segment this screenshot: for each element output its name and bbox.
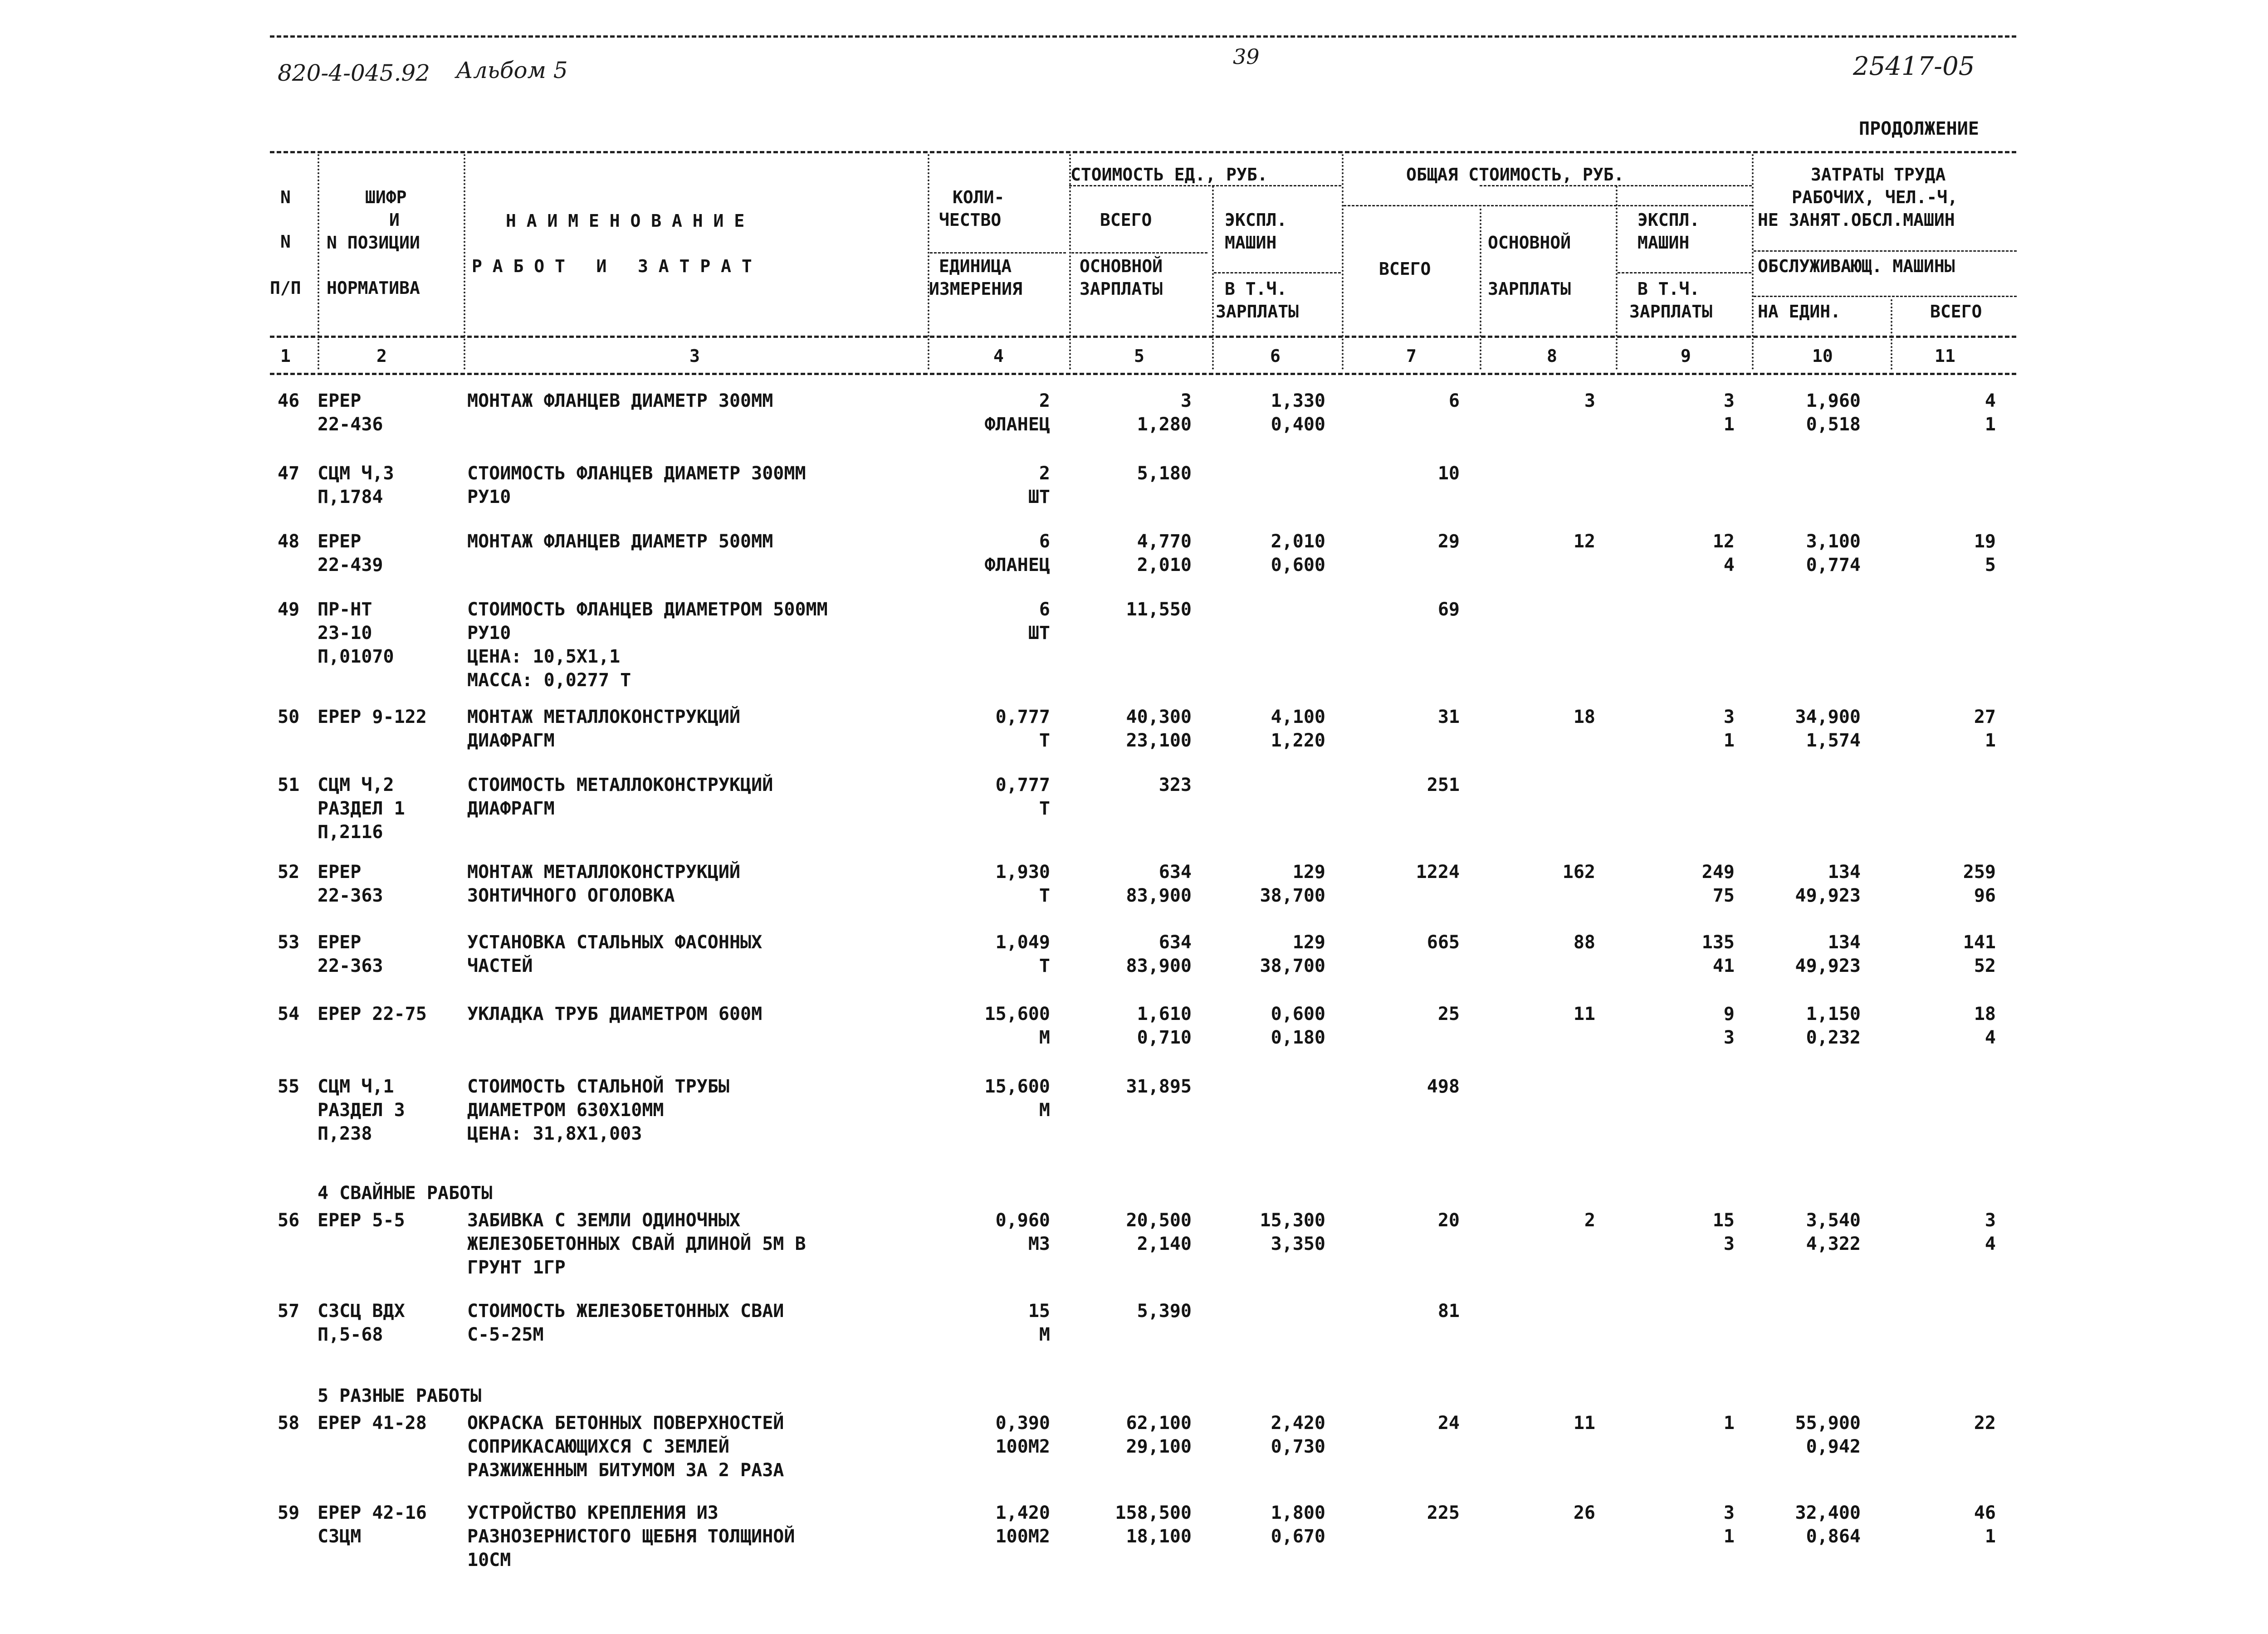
row-machine-cost: 3 1 [1723,390,1735,435]
row-machine-cost: 12 4 [1712,531,1735,576]
row-description: МОНТАЖ МЕТАЛЛОКОНСТРУКЦИЙ ДИАФРАГМ [467,707,741,751]
row-labor-per-unit: 1,150 0,232 [1806,1004,1861,1048]
col10-header-unit: НА ЕДИН. [1758,302,1841,322]
col4-header-qty: КОЛИ- [953,187,1005,207]
row-code: ЕРЕР 42-16 СЗЦМ [318,1502,427,1547]
col2-header-position: N ПОЗИЦИИ [327,233,420,253]
row-total-cost: 24 [1437,1413,1460,1434]
header-bottom-rule [270,336,2016,338]
row-description: МОНТАЖ ФЛАНЦЕВ ДИАМЕТР 300ММ [467,390,773,411]
row-total-cost: 251 [1427,775,1460,795]
row-base-wage: 11 [1573,1413,1595,1434]
row-labor-total: 27 1 [1974,707,1996,751]
row-description: ЗАБИВКА С ЗЕМЛИ ОДИНОЧНЫХ ЖЕЛЕЗОБЕТОННЫХ СВАЙ ДЛИНОЙ 5М В ГРУНТ 1ГР [467,1210,806,1278]
row-code: ЕРЕР 41-28 [318,1413,427,1434]
col8-header-base: ОСНОВНОЙ [1488,233,1571,253]
row-code: ЕРЕР 22-363 [318,932,383,976]
header-sub-rule [1069,185,1341,186]
row-description: УКЛАДКА ТРУБ ДИАМЕТРОМ 600М [467,1004,763,1024]
row-unit-cost-machines: 1,330 0,400 [1271,390,1325,435]
col5-header-base: ОСНОВНОЙ [1080,256,1163,276]
row-number: 48 [278,531,300,552]
row-total-cost: 1224 [1416,862,1460,883]
row-quantity: 1,420 100М2 [995,1502,1050,1547]
row-unit-cost-total: 323 [1158,775,1192,795]
col3-header-name: Н А И М Е Н О В А Н И Е [506,211,745,231]
col6-header-incl: В Т.Ч. [1225,279,1287,299]
row-quantity: 0,777 Т [995,775,1050,819]
col-number-3: 3 [689,346,700,366]
col-number-8: 8 [1547,346,1557,366]
row-code: СЦМ Ч,3 П,1784 [318,463,394,507]
row-labor-per-unit: 3,100 0,774 [1806,531,1861,576]
row-code: ЕРЕР 9-122 [318,707,427,727]
row-machine-cost: 3 1 [1723,1502,1735,1547]
col-number-10: 10 [1812,346,1833,366]
row-total-cost: 81 [1437,1301,1460,1322]
row-unit-cost-total: 3 1,280 [1137,390,1192,435]
row-number: 57 [278,1301,300,1322]
col-number-9: 9 [1681,346,1691,366]
col6-header-mach: МАШИН [1225,233,1277,253]
row-labor-total: 22 [1974,1413,1996,1434]
col1-header-n1: N [280,187,291,207]
col-number-5: 5 [1134,346,1144,366]
row-quantity: 2 ФЛАНЕЦ [984,390,1050,435]
row-code: ЕРЕР 22-439 [318,531,383,576]
row-quantity: 1,930 Т [995,862,1050,906]
row-labor-total: 19 5 [1974,531,1996,576]
col9-header-mach: МАШИН [1637,233,1690,253]
row-unit-cost-machines: 4,100 1,220 [1271,707,1325,751]
page-number: 39 [1233,44,1260,69]
row-labor-total: 18 4 [1974,1004,1996,1048]
col-number-6: 6 [1270,346,1281,366]
row-code: ЕРЕР 22-436 [318,390,383,435]
header-sub-rule [1480,185,1752,186]
row-quantity: 0,960 М3 [995,1210,1050,1254]
row-unit-cost-total: 62,100 29,100 [1126,1413,1192,1457]
row-base-wage: 11 [1573,1004,1595,1024]
row-labor-per-unit: 55,900 0,942 [1795,1413,1861,1457]
row-labor-total: 141 52 [1963,932,1996,976]
row-machine-cost: 249 75 [1701,862,1735,906]
row-total-cost: 20 [1437,1210,1460,1231]
col-separator [1891,299,1892,370]
row-number: 58 [278,1413,300,1434]
row-machine-cost: 1 [1723,1413,1735,1434]
row-quantity: 1,049 Т [995,932,1050,976]
col5-header-wage: ЗАРПЛАТЫ [1080,279,1163,299]
row-unit-cost-total: 158,500 18,100 [1115,1502,1192,1547]
row-machine-cost: 9 3 [1723,1004,1735,1048]
row-base-wage: 12 [1573,531,1595,552]
row-number: 46 [278,390,300,411]
col5-header-total: ВСЕГО [1100,210,1152,230]
col4-header-unit: ЕДИНИЦА [939,256,1012,276]
header-sub-rule [1344,205,1752,206]
col6-header-expl: ЭКСПЛ. [1225,210,1287,230]
row-unit-cost-total: 4,770 2,010 [1137,531,1192,576]
row-code: СЦМ Ч,1 РАЗДЕЛ 3 П,238 [318,1076,405,1144]
labor-header-serving: ОБСЛУЖИВАЮЩ. МАШИНЫ [1758,256,1955,276]
row-labor-total: 259 96 [1963,862,1996,906]
row-number: 53 [278,932,300,953]
labor-header-not-machines: НЕ ЗАНЯТ.ОБСЛ.МАШИН [1758,210,1955,230]
row-quantity: 6 ФЛАНЕЦ [984,531,1050,576]
row-unit-cost-total: 20,500 2,140 [1126,1210,1192,1254]
col1-header-pp: П/П [270,278,301,298]
unit-cost-group-header: СТОИМОСТЬ ЕД., РУБ. [1070,165,1268,185]
row-number: 56 [278,1210,300,1231]
row-description: СТОИМОСТЬ МЕТАЛЛОКОНСТРУКЦИЙ ДИАФРАГМ [467,775,773,819]
row-code: СЦМ Ч,2 РАЗДЕЛ 1 П,2116 [318,775,405,843]
row-description: СТОИМОСТЬ ФЛАНЦЕВ ДИАМЕТР 300ММ РУ10 [467,463,806,507]
row-unit-cost-total: 5,180 [1137,463,1192,484]
header-sub-rule [1071,252,1207,254]
row-description: СТОИМОСТЬ СТАЛЬНОЙ ТРУБЫ ДИАМЕТРОМ 630Х10ММ ЦЕНА: 31,8Х1,003 [467,1076,729,1144]
row-unit-cost-total: 11,550 [1126,599,1192,620]
labor-header-workers: РАБОЧИХ, ЧЕЛ.-Ч, [1792,187,1958,207]
col-number-7: 7 [1406,346,1417,366]
col9-header-wage: ЗАРПЛАТЫ [1629,302,1713,322]
header-sub-rule [930,252,1066,254]
top-border-rule [270,35,2016,38]
labor-header-title: ЗАТРАТЫ ТРУДА [1811,165,1946,185]
row-unit-cost-machines: 2,010 0,600 [1271,531,1325,576]
row-total-cost: 31 [1437,707,1460,727]
row-number: 52 [278,862,300,883]
col4-header-measure: ИЗМЕРЕНИЯ [929,279,1022,299]
row-quantity: 6 ШТ [1028,599,1050,644]
album-label: Альбом 5 [456,57,568,83]
col8-header-wage: ЗАРПЛАТЫ [1488,279,1571,299]
row-quantity: 0,777 Т [995,707,1050,751]
row-total-cost: 25 [1437,1004,1460,1024]
row-unit-cost-total: 634 83,900 [1126,862,1192,906]
row-description: ОКРАСКА БЕТОННЫХ ПОВЕРХНОСТЕЙ СОПРИКАСАЮЩИХСЯ С ЗЕМЛЕЙ РАЗЖИЖЕННЫМ БИТУМОМ ЗА 2 РАЗА [467,1413,784,1481]
row-number: 59 [278,1502,300,1523]
row-code: ЕРЕР 22-75 [318,1004,427,1024]
col2-header-normative: НОРМАТИВА [327,278,420,298]
row-code: ЕРЕР 5-5 [318,1210,405,1231]
row-machine-cost: 15 3 [1712,1210,1735,1254]
row-unit-cost-total: 5,390 [1137,1301,1192,1322]
col9-header-incl: В Т.Ч. [1637,279,1700,299]
row-code: ПР-НТ 23-10 П,01070 [318,599,394,667]
row-description: СТОИМОСТЬ ЖЕЛЕЗОБЕТОННЫХ СВАИ С-5-25М [467,1301,784,1345]
row-number: 51 [278,775,300,795]
col7-header-total: ВСЕГО [1379,259,1431,279]
row-total-cost: 69 [1437,599,1460,620]
row-labor-per-unit: 34,900 1,574 [1795,707,1861,751]
row-base-wage: 3 [1584,390,1595,411]
row-labor-total: 3 4 [1984,1210,1996,1254]
row-quantity: 2 ШТ [1028,463,1050,507]
section-heading: 4 СВАЙНЫЕ РАБОТЫ [318,1183,493,1204]
row-machine-cost: 3 1 [1723,707,1735,751]
row-base-wage: 2 [1584,1210,1595,1231]
document-number: 25417-05 [1853,52,1975,81]
col-number-11: 11 [1935,346,1955,366]
row-total-cost: 10 [1437,463,1460,484]
row-labor-per-unit: 1,960 0,518 [1806,390,1861,435]
col6-header-wage: ЗАРПЛАТЫ [1216,302,1299,322]
col2-header-and: И [389,210,400,230]
continuation-label: ПРОДОЛЖЕНИЕ [1859,118,1979,139]
row-total-cost: 225 [1427,1502,1460,1523]
row-labor-per-unit: 134 49,923 [1795,932,1861,976]
header-sub-rule [1754,296,2017,297]
row-number: 55 [278,1076,300,1097]
row-unit-cost-machines: 2,420 0,730 [1271,1413,1325,1457]
row-unit-cost-total: 31,895 [1126,1076,1192,1097]
row-labor-total: 4 1 [1984,390,1996,435]
row-unit-cost-machines: 1,800 0,670 [1271,1502,1325,1547]
col1-header-n2: N [280,232,291,252]
row-unit-cost-total: 40,300 23,100 [1126,707,1192,751]
col-separator [1616,186,1618,370]
row-description: МОНТАЖ ФЛАНЦЕВ ДИАМЕТР 500ММ [467,531,773,552]
row-labor-total: 46 1 [1974,1502,1996,1547]
document-code: 820-4-045.92 [278,60,430,86]
row-number: 54 [278,1004,300,1024]
row-description: СТОИМОСТЬ ФЛАНЦЕВ ДИАМЕТРОМ 500ММ РУ10 ЦЕНА: 10,5Х1,1 МАССА: 0,0277 Т [467,599,828,691]
section-heading: 5 РАЗНЫЕ РАБОТЫ [318,1385,482,1406]
row-number: 50 [278,707,300,727]
row-labor-per-unit: 3,540 4,322 [1806,1210,1861,1254]
col-number-4: 4 [993,346,1004,366]
row-description: УСТРОЙСТВО КРЕПЛЕНИЯ ИЗ РАЗНОЗЕРНИСТОГО ЩЕБНЯ ТОЛЩИНОЙ 10СМ [467,1502,795,1571]
row-quantity: 0,390 100М2 [995,1413,1050,1457]
col-number-2: 2 [376,346,387,366]
row-number: 49 [278,599,300,620]
row-quantity: 15 М [1028,1301,1050,1345]
row-labor-per-unit: 134 49,923 [1795,862,1861,906]
row-total-cost: 665 [1427,932,1460,953]
row-unit-cost-total: 1,610 0,710 [1137,1004,1192,1048]
row-code: СЗСЦ ВДХ П,5-68 [318,1301,405,1345]
row-quantity: 15,600 М [984,1004,1050,1048]
row-labor-per-unit: 32,400 0,864 [1795,1502,1861,1547]
row-unit-cost-total: 634 83,900 [1126,932,1192,976]
row-total-cost: 6 [1448,390,1460,411]
row-unit-cost-machines: 15,300 3,350 [1260,1210,1325,1254]
col-separator [1480,209,1481,370]
total-cost-group-header: ОБЩАЯ СТОИМОСТЬ, РУБ. [1406,165,1624,185]
col4-header-qty2: ЧЕСТВО [939,210,1002,230]
header-top-rule [270,151,2016,153]
row-base-wage: 88 [1573,932,1595,953]
body-top-rule [270,373,2016,375]
row-total-cost: 498 [1427,1076,1460,1097]
row-base-wage: 162 [1562,862,1595,883]
col3-header-works: Р А Б О Т И З А Т Р А Т [472,256,752,276]
row-description: МОНТАЖ МЕТАЛЛОКОНСТРУКЦИЙ ЗОНТИЧНОГО ОГОЛОВКА [467,862,741,906]
col2-header-shifr: ШИФР [365,187,407,207]
row-unit-cost-machines: 129 38,700 [1260,932,1325,976]
header-sub-rule [1754,250,2017,252]
row-number: 47 [278,463,300,484]
row-unit-cost-machines: 129 38,700 [1260,862,1325,906]
col9-header-expl: ЭКСПЛ. [1637,210,1700,230]
header-sub-rule [1214,272,1341,273]
col-separator [1212,186,1214,370]
header-sub-rule [1618,272,1751,273]
row-base-wage: 26 [1573,1502,1595,1523]
col-number-1: 1 [280,346,291,366]
row-code: ЕРЕР 22-363 [318,862,383,906]
row-description: УСТАНОВКА СТАЛЬНЫХ ФАСОННЫХ ЧАСТЕЙ [467,932,763,976]
row-machine-cost: 135 41 [1701,932,1735,976]
row-unit-cost-machines: 0,600 0,180 [1271,1004,1325,1048]
col11-header-total: ВСЕГО [1930,302,1982,322]
row-quantity: 15,600 М [984,1076,1050,1121]
row-base-wage: 18 [1573,707,1595,727]
row-total-cost: 29 [1437,531,1460,552]
